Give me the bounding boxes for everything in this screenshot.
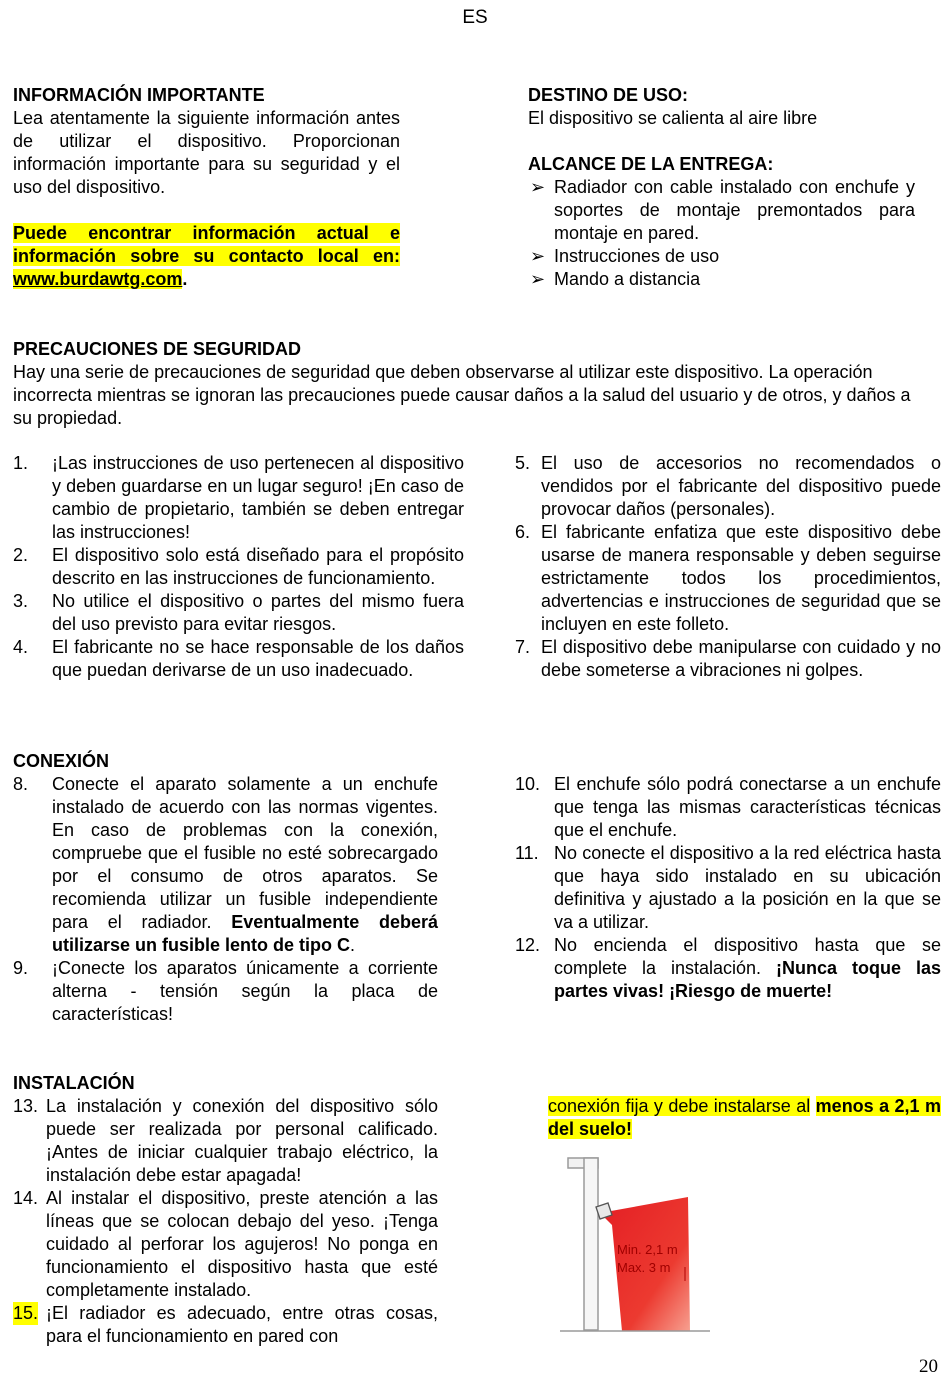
important-info-section xyxy=(13,84,400,291)
safety-item: 4. El fabricante no se hace responsable de los daños que puedan derivarse de un uso inadecuado. xyxy=(13,637,464,680)
safety-item: 2. El dispositivo solo está diseñado para el propósito descrito en las instrucciones de funcionamiento. xyxy=(13,545,464,588)
connection-item: 8. Conecte el aparato solamente a un enchufe instalado de acuerdo con las normas vigentes. En caso de problemas con la conexión, compruebe que el fusible no esté sobrecargado por el consumo de otros aparatos. Se recomienda utilizar un fusible independiente para el radiador. Eventualmente deberá utilizarse un fusible lento de tipo C. xyxy=(13,774,438,955)
wall xyxy=(584,1158,598,1330)
contact-period: . xyxy=(182,269,188,289)
safety-list-right xyxy=(515,452,941,682)
delivery-list xyxy=(528,176,915,291)
intended-use-section xyxy=(528,84,915,291)
installation-item: 13. La instalación y conexión del dispositivo sólo puede ser realizada por personal calificado. ¡Antes de iniciar cualquier trabajo eléctrico, la instalación debe estar apagada! xyxy=(13,1096,438,1185)
delivery-title: ALCANCE DE LA ENTREGA: xyxy=(528,154,774,174)
connection-item: 11. No conecte el dispositivo a la red eléctrica hasta que haya sido instalado en su ubicación definitiva y ajustado a la posición en la que se va a utilizar. xyxy=(515,843,941,932)
delivery-item: ➢ Radiador con cable instalado con enchufe y soportes de montaje premontados para montaje en pared. xyxy=(530,177,915,243)
page-number: 20 xyxy=(919,1356,938,1377)
safety-title: PRECAUCIONES DE SEGURIDAD xyxy=(13,339,302,359)
installation-title: INSTALACIÓN xyxy=(13,1073,135,1093)
important-info-text: Lea atentamente la siguiente información antes de utilizar el dispositivo. Proporcionan información importante para su seguridad y el uso del dispositivo. xyxy=(13,108,400,197)
safety-list-left xyxy=(13,452,464,682)
connection-item: 9. ¡Conecte los aparatos únicamente a corriente alterna - tensión según la placa de características! xyxy=(13,958,438,1024)
safety-item: 3. No utilice el dispositivo o partes del mismo fuera del uso previsto para evitar riesgos. xyxy=(13,591,464,634)
installation-item: 15. ¡El radiador es adecuado, entre otras cosas, para el funcionamiento en pared con xyxy=(13,1303,438,1346)
installation-height-diagram xyxy=(560,1155,730,1340)
safety-item: 5. El uso de accesorios no recomendados o vendidos por el fabricante del dispositivo puede provocar daños (personales). xyxy=(515,453,941,519)
installation-continued: conexión fija y debe instalarse al menos a 2,1 m del suelo! xyxy=(548,1096,941,1139)
page-language-header: ES xyxy=(462,7,488,28)
installation-item: 14. Al instalar el dispositivo, preste atención a las líneas que se colocan debajo del yeso. ¡Tenga cuidado al perforar los agujeros! No ponga en funcionamiento el dispositivo hasta que esté completamente instalado. xyxy=(13,1188,438,1300)
website-link[interactable]: www.burdawtg.com xyxy=(13,269,183,289)
safety-item: 1. ¡Las instrucciones de uso pertenecen al dispositivo y deben guardarse en un lugar seguro! ¡En caso de cambio de propietario, también se deben entregar las instrucciones! xyxy=(13,453,464,542)
safety-item: 6. El fabricante enfatiza que este dispositivo debe usarse de manera responsable y deben seguirse estrictamente todos los procedimientos, advertencias e instrucciones de seguridad que se incluyen en este folleto. xyxy=(515,522,941,634)
connection-item: 10. El enchufe sólo podrá conectarse a un enchufe que tenga las mismas características técnicas que el enchufe. xyxy=(515,774,941,840)
safety-item: 7. El dispositivo debe manipularse con cuidado y no debe someterse a vibraciones ni golpes. xyxy=(515,637,941,680)
connection-title: CONEXIÓN xyxy=(13,751,110,771)
safety-intro: Hay una serie de precauciones de seguridad que deben observarse al utilizar este dispositivo. La operación incorrecta mientras se ignoran las precauciones puede causar daños a la salud del usuario y de otros, y daños a su propiedad. xyxy=(13,362,911,428)
important-info-title: INFORMACIÓN IMPORTANTE xyxy=(13,85,265,105)
intended-use-title: DESTINO DE USO: xyxy=(528,85,689,105)
label-max-height: Max. 3 m xyxy=(617,1260,671,1275)
installation-list xyxy=(13,1095,438,1348)
connection-list-right xyxy=(515,773,941,1003)
arrow-bullet-icon: ➢ xyxy=(530,269,546,289)
intended-use-text: El dispositivo se calienta al aire libre xyxy=(528,108,818,128)
label-min-height: Min. 2,1 m xyxy=(617,1242,678,1257)
delivery-item: ➢ Mando a distancia xyxy=(530,269,701,289)
contact-info-paragraph xyxy=(13,222,400,291)
arrow-bullet-icon: ➢ xyxy=(530,246,546,266)
connection-list-left xyxy=(13,773,438,1026)
connection-item: 12. No encienda el dispositivo hasta que se complete la instalación. ¡Nunca toque las partes vivas! ¡Riesgo de muerte! xyxy=(515,935,941,1001)
safety-section xyxy=(13,338,933,430)
arrow-bullet-icon: ➢ xyxy=(530,177,546,197)
contact-info-highlight: Puede encontrar información actual e información sobre su contacto local en: xyxy=(13,223,400,266)
delivery-item: ➢ Instrucciones de uso xyxy=(530,246,720,266)
